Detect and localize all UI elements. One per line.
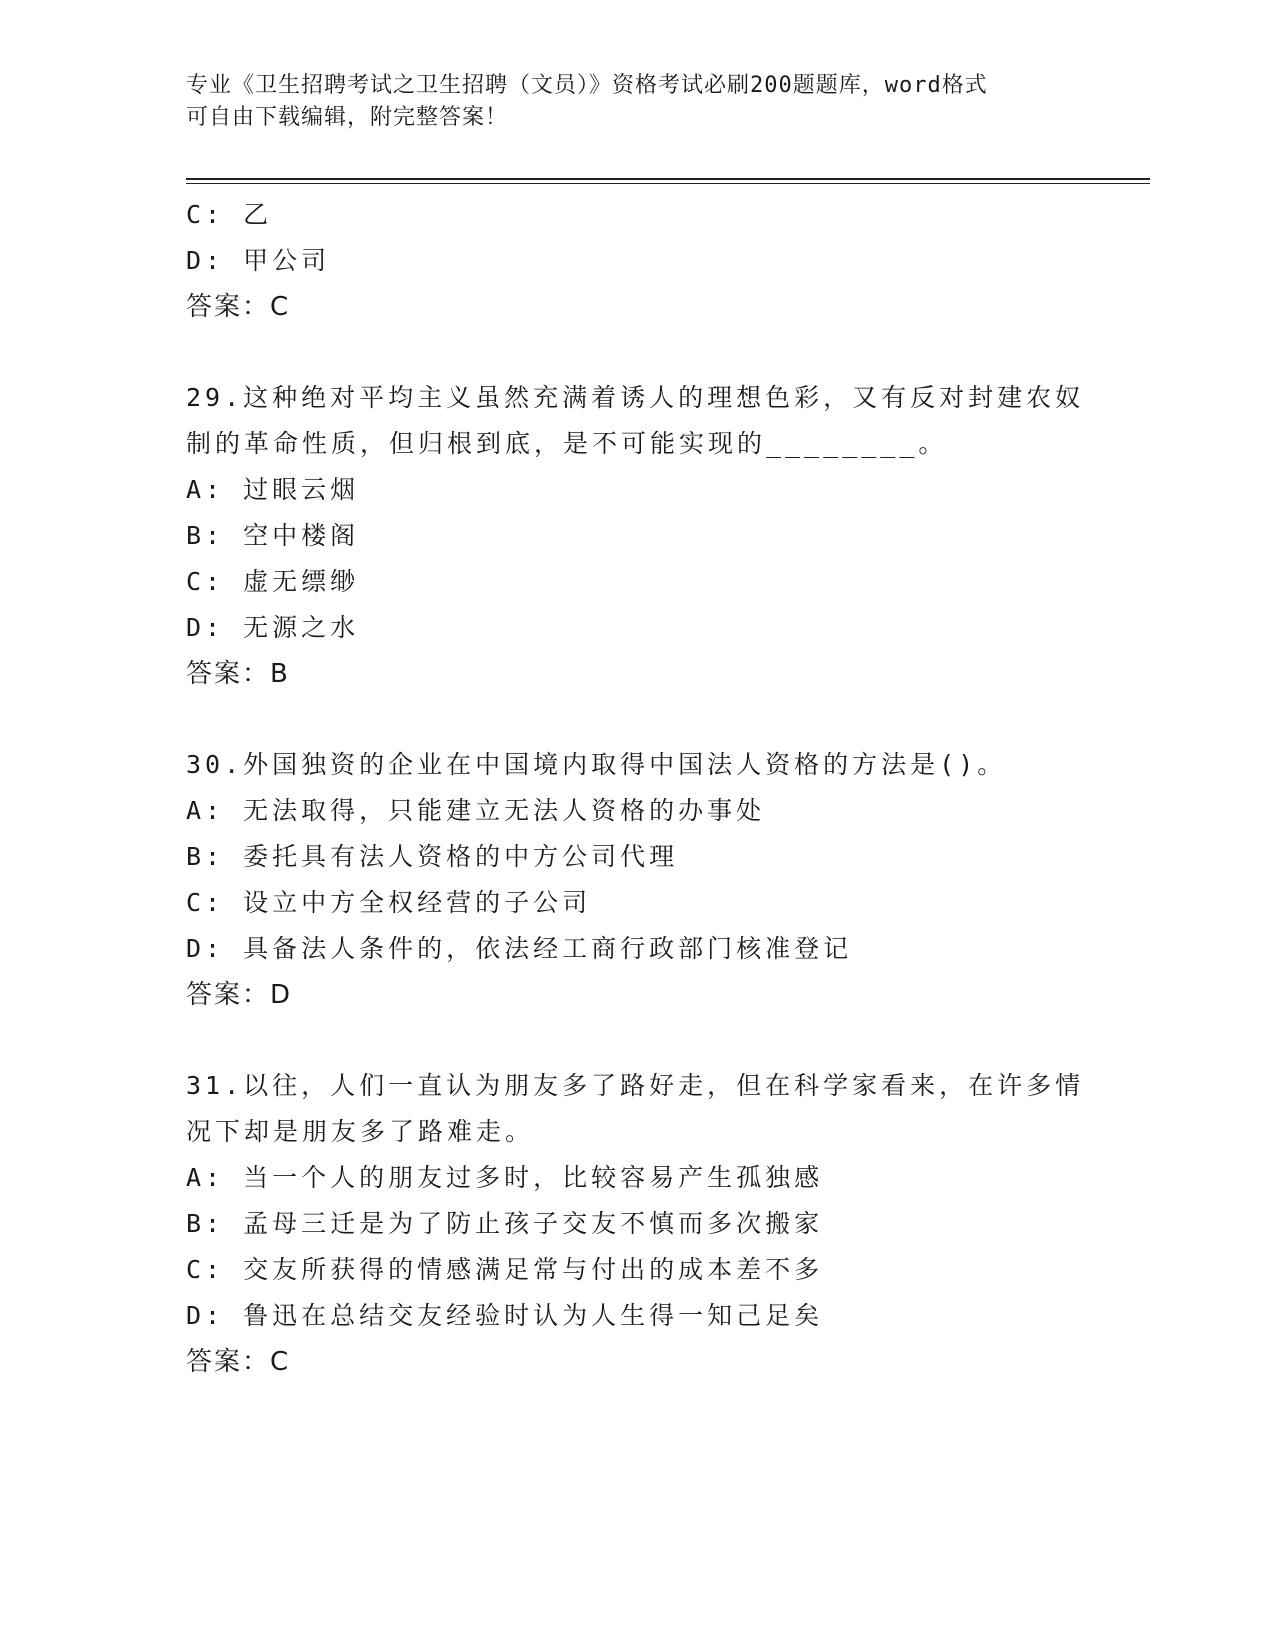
option-a: A: 过眼云烟 <box>186 475 360 504</box>
option-c: C: 乙 <box>186 200 273 229</box>
option-c: C: 设立中方全权经营的子公司 <box>186 888 592 917</box>
answer-line: 答案：D <box>186 980 293 1010</box>
question-block-28 <box>186 192 1086 330</box>
question-stem-line-1: 29.这种绝对平均主义虽然充满着诱人的理想色彩，又有反对封建农奴 <box>186 383 1085 412</box>
question-stem-line-2: 况下却是朋友多了路难走。 <box>186 1117 535 1146</box>
page-header <box>186 70 1086 134</box>
question-block-29 <box>186 375 1086 697</box>
question-stem-line-1: 30.外国独资的企业在中国境内取得中国法人资格的方法是()。 <box>186 750 1007 779</box>
question-stem-line-2: 制的革命性质，但归根到底，是不可能实现的________。 <box>186 429 948 458</box>
question-block-30 <box>186 742 1086 1018</box>
question-block-31 <box>186 1063 1086 1385</box>
question-stem-line-1: 31.以往，人们一直认为朋友多了路好走，但在科学家看来，在许多情 <box>186 1071 1085 1100</box>
option-b: B: 委托具有法人资格的中方公司代理 <box>186 842 679 871</box>
answer-line: 答案：C <box>186 1347 291 1377</box>
option-d: D: 甲公司 <box>186 246 331 275</box>
option-d: D: 无源之水 <box>186 613 360 642</box>
header-divider-thin <box>186 183 1150 184</box>
option-b: B: 孟母三迁是为了防止孩子交友不慎而多次搬家 <box>186 1209 824 1238</box>
option-c: C: 交友所获得的情感满足常与付出的成本差不多 <box>186 1255 824 1284</box>
question-list <box>186 192 1086 1385</box>
header-title-line-2: 可自由下载编辑，附完整答案！ <box>186 105 509 130</box>
header-divider-thick <box>186 178 1150 180</box>
option-a: A: 无法取得，只能建立无法人资格的办事处 <box>186 796 766 825</box>
answer-line: 答案：B <box>186 659 290 689</box>
spacer <box>186 1018 1086 1063</box>
option-a: A: 当一个人的朋友过多时，比较容易产生孤独感 <box>186 1163 824 1192</box>
answer-line: 答案：C <box>186 292 291 322</box>
header-title-line-1: 专业《卫生招聘考试之卫生招聘（文员）》资格考试必刷200题题库，word格式 <box>186 73 988 98</box>
option-d: D: 鲁迅在总结交友经验时认为人生得一知己足矣 <box>186 1301 824 1330</box>
option-d: D: 具备法人条件的，依法经工商行政部门核准登记 <box>186 934 853 963</box>
option-b: B: 空中楼阁 <box>186 521 360 550</box>
spacer <box>186 697 1086 742</box>
spacer <box>186 330 1086 375</box>
option-c: C: 虚无缥缈 <box>186 567 360 596</box>
